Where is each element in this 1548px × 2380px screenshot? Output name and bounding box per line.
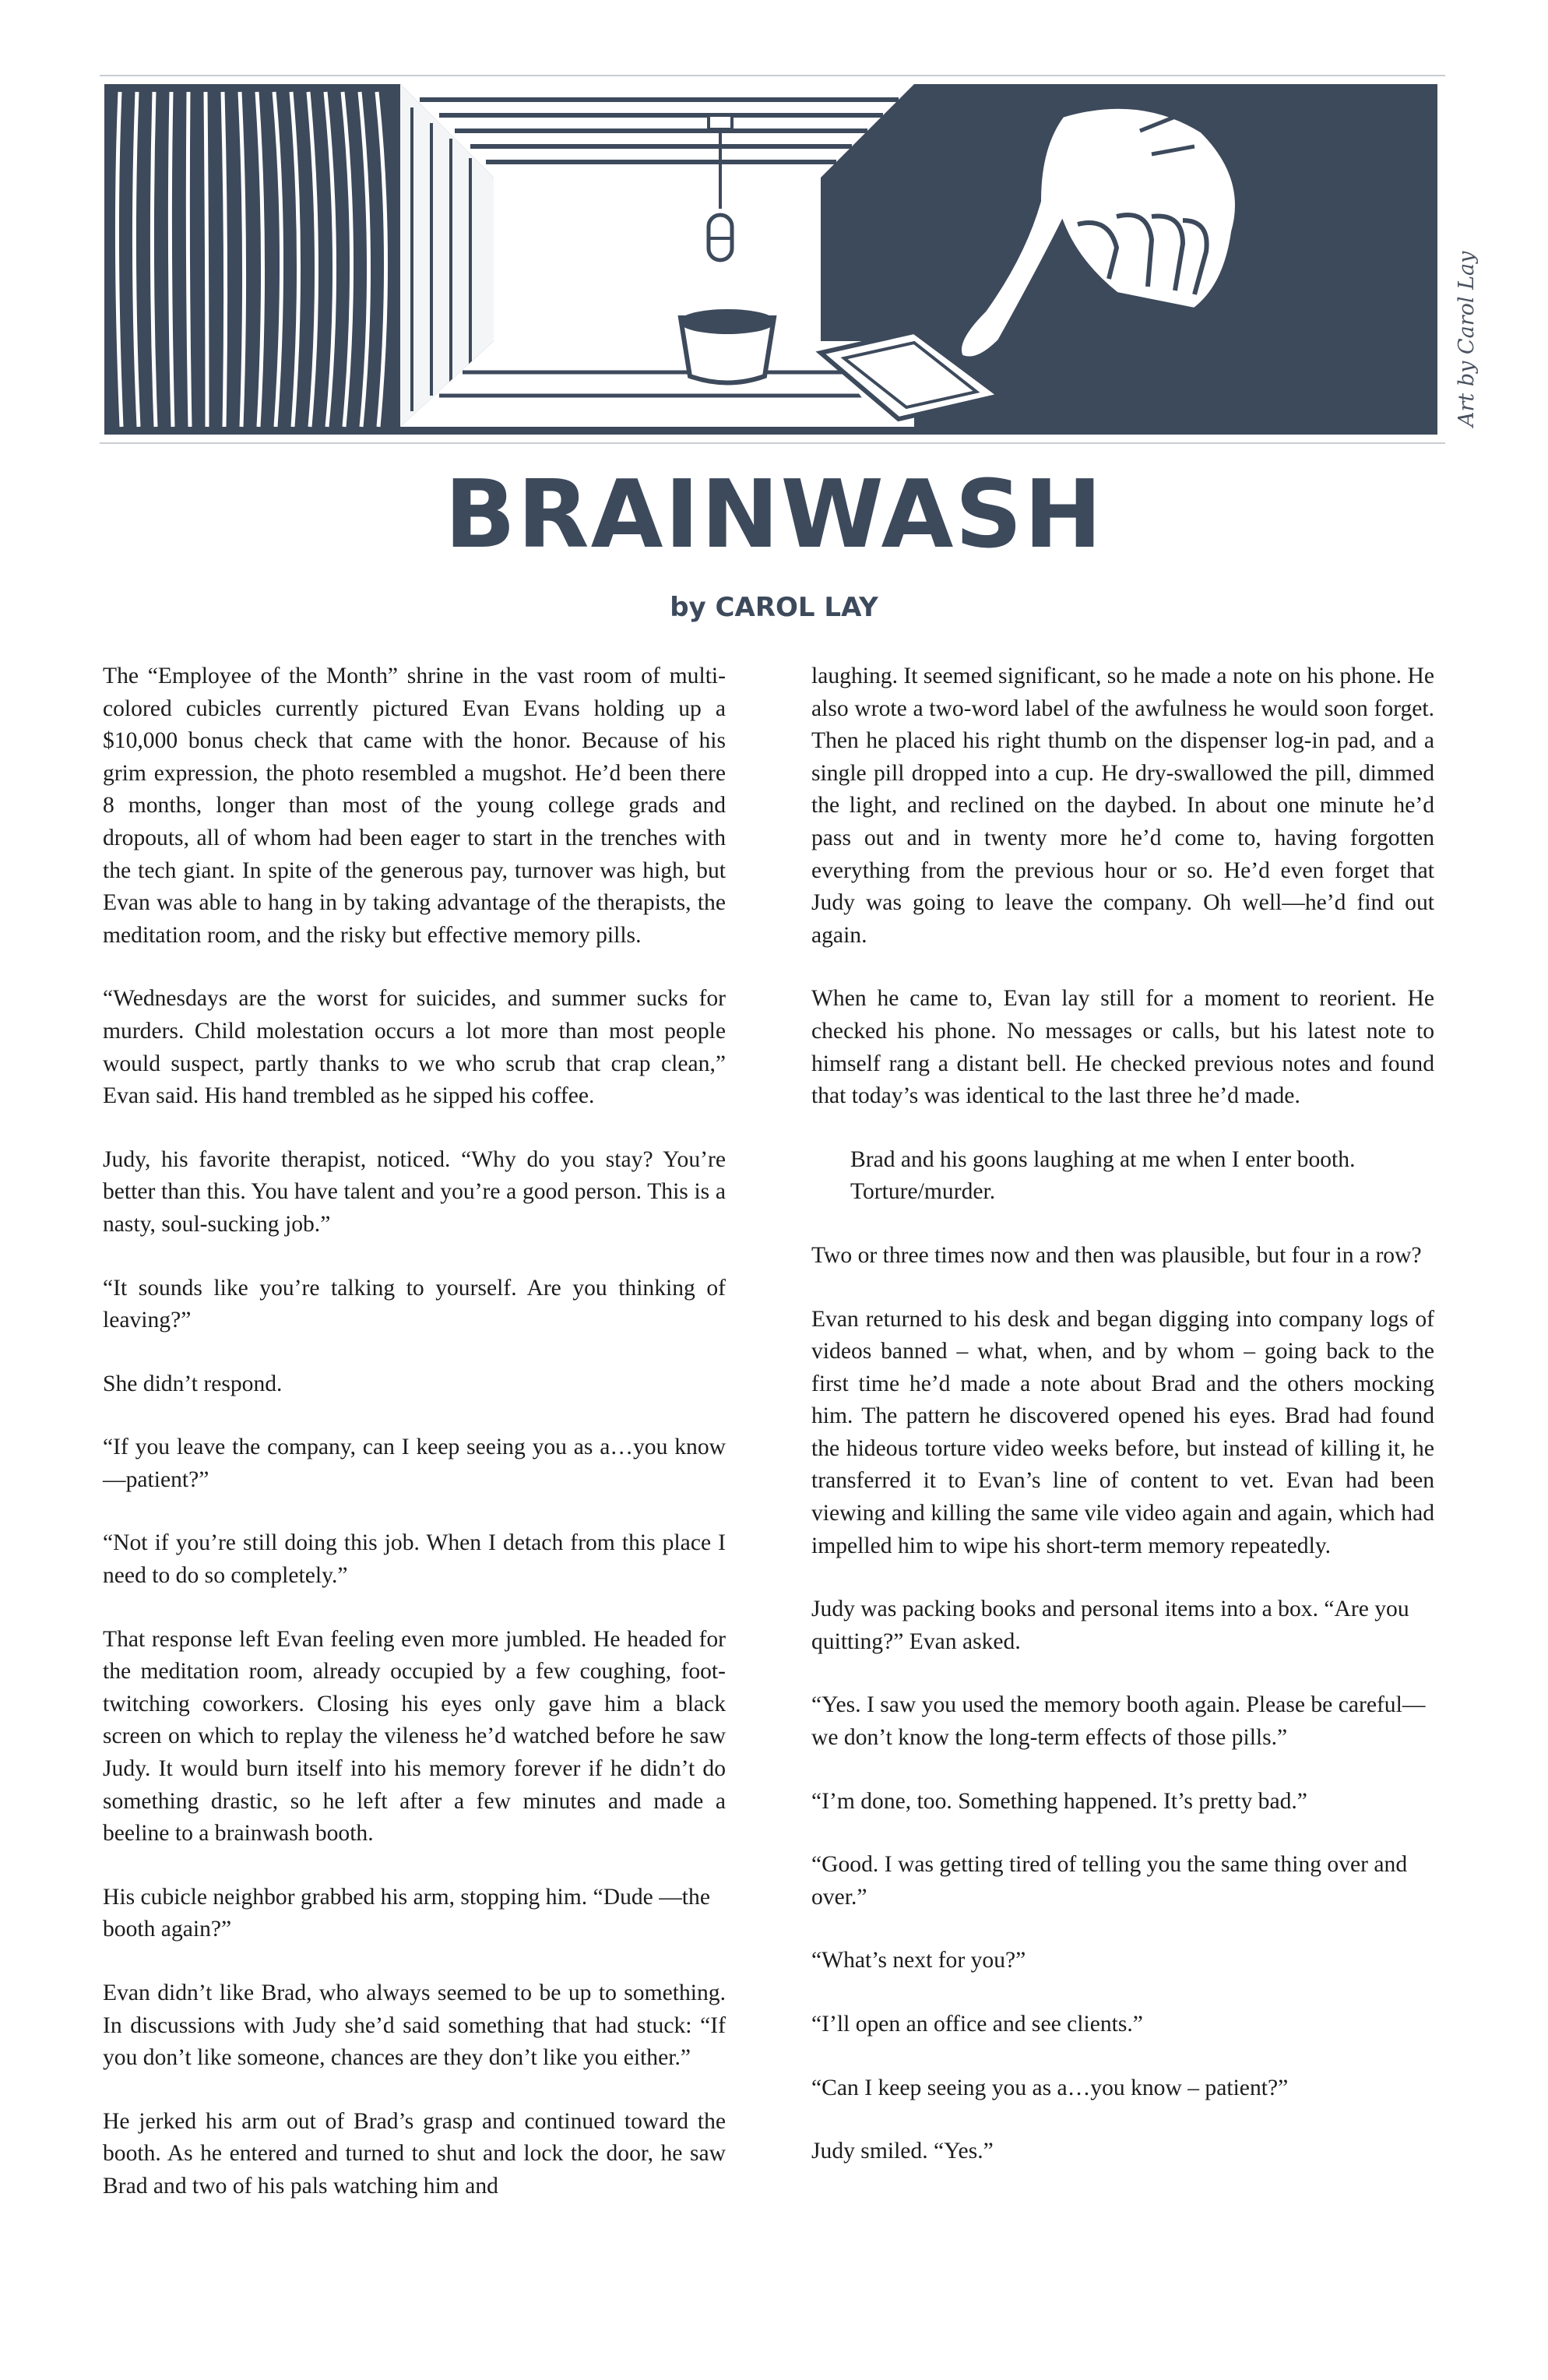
paragraph: “Wednesdays are the worst for suicides, and summer sucks for murders. Child molestation occurs a lot more than most people would suspect, partly thanks to we who scrub that crap clean,” Evan said. His hand trembled as he sipped his coffee. bbox=[103, 986, 726, 1109]
note-quote: Brad and his goons laughing at me when I enter booth. Torture/murder. bbox=[850, 1146, 1356, 1205]
paragraph: “Good. I was getting tired of telling you the same thing over and over.” bbox=[811, 1852, 1408, 1910]
article-title: BRAINWASH bbox=[444, 461, 1104, 569]
paragraph: Two or three times now and then was plausible, but four in a row? bbox=[811, 1242, 1422, 1268]
top-rule bbox=[100, 75, 1445, 76]
paragraph: That response left Evan feeling even more jumbled. He headed for the meditation room, already occupied by a few coughing, foot-twitching coworkers. Closing his eyes only gave him a black screen on which to replay the vileness he’d watched before he saw Judy. It would burn itself into his memory forever if he didn’t do something drastic, so he left after a few minutes and made a beeline to a brainwash booth. bbox=[103, 1626, 726, 1847]
paragraph: “I’m done, too. Something happened. It’s pretty bad.” bbox=[811, 1788, 1307, 1814]
paragraph: Judy smiled. “Yes.” bbox=[811, 2139, 994, 2164]
memory-pill-dispenser-illustration bbox=[104, 84, 1437, 435]
article-byline: by CAROL LAY bbox=[670, 592, 878, 623]
paragraph: He jerked his arm out of Brad’s grasp and continued toward the booth. As he entered and turned to shut and lock the door, he saw Brad and two of his pals watching him and bbox=[103, 2108, 726, 2199]
left-column bbox=[103, 660, 726, 2234]
paragraph: “I’ll open an office and see clients.” bbox=[811, 2012, 1143, 2037]
paragraph: “If you leave the company, can I keep seeing you as a…you know—patient?” bbox=[103, 1435, 726, 1492]
paragraph: Evan returned to his desk and began digging into company logs of videos banned – what, when, and by whom – going back to the first time he’d made a note about Brad and the others mocking him. The pattern he discovered opened his eyes. Brad had found the hideous torture video weeks before, but instead of killing it, he transferred it to Evan’s line of content to vet. Evan had been viewing and killing the same vile video again and again, which had impelled him to wipe his short-term memory repeatedly. bbox=[811, 1306, 1434, 1558]
paragraph: “Yes. I saw you used the memory booth again. Please be careful—we don’t know the long-term effects of those pills.” bbox=[811, 1692, 1426, 1751]
paragraph: “Can I keep seeing you as a…you know – patient?” bbox=[811, 2075, 1289, 2100]
paragraph: The “Employee of the Month” shrine in the vast room of multi-colored cubicles currently pictured Evan Evans holding up a $10,000 bonus check that came with the honor. Because of his grim expression, the photo resembled a mugshot. He’d been there 8 months, longer than most of the young college grads and dropouts, all of whom had been eager to start in the trenches with the tech giant. In spite of the generous pay, turnover was high, but Evan was able to hang in by taking advantage of the therapists, the meditation room, and the risky but effective memory pills. bbox=[103, 664, 726, 948]
paragraph: “Not if you’re still doing this job. When I detach from this place I need to do so completely.” bbox=[103, 1530, 726, 1589]
bottom-rule bbox=[100, 442, 1445, 444]
paragraph: When he came to, Evan lay still for a moment to reorient. He checked his phone. No messages or calls, but his latest note to himself rang a distant bell. He checked previous notes and found that today’s was identical to the last three he’d made. bbox=[811, 986, 1434, 1109]
right-column bbox=[811, 660, 1434, 2199]
art-credit: Art by Carol Lay bbox=[1455, 251, 1479, 427]
paragraph: “It sounds like you’re talking to yourself. Are you thinking of leaving?” bbox=[103, 1275, 726, 1333]
hand bbox=[959, 84, 1437, 435]
paragraph: His cubicle neighbor grabbed his arm, stopping him. “Dude —the booth again?” bbox=[103, 1884, 710, 1942]
paragraph: She didn’t respond. bbox=[103, 1371, 283, 1396]
paragraph: laughing. It seemed significant, so he made a note on his phone. He also wrote a two-word label of the awfulness he would soon forget. Then he placed his right thumb on the dispenser log-in pad, and a single pill dropped into a cup. He dry-swallowed the pill, dimmed the light, and reclined on the daybed. In about one minute he’d pass out and in twenty more he’d come to, having forgotten everything from the previous hour or so. He’d even forget that Judy was going to leave the company. Oh well—he’d find out again. bbox=[811, 664, 1434, 948]
paragraph: “What’s next for you?” bbox=[811, 1948, 1026, 1973]
paragraph: Judy was packing books and personal items into a box. “Are you quitting?” Evan asked. bbox=[811, 1597, 1409, 1654]
paragraph: Evan didn’t like Brad, who always seemed to be up to something. In discussions with Judy she’d said something that had stuck: “If you don’t like someone, chances are they don’t like you either.” bbox=[103, 1980, 726, 2071]
paragraph: Judy, his favorite therapist, noticed. “Why do you stay? You’re better than this. You have talent and you’re a good person. This is a nasty, soul-sucking job.” bbox=[103, 1146, 726, 1237]
